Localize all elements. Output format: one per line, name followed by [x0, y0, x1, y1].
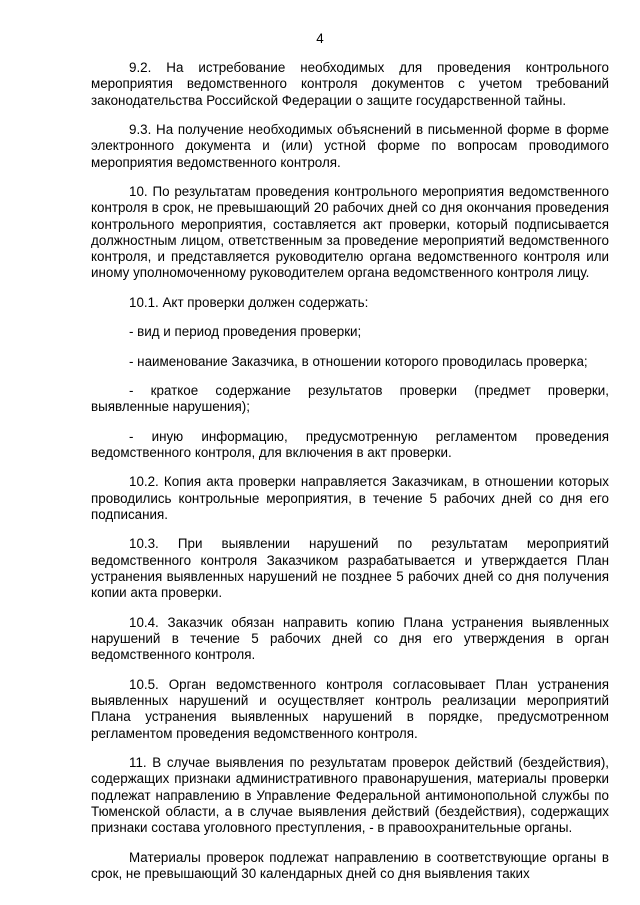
paragraph-9-2: 9.2. На истребование необходимых для проведения контрольного мероприятия ведомственного контроля документов с учетом требований законодательства Российской Федерации о защите государственной тайны. [91, 60, 609, 108]
paragraph-10: 10. По результатам проведения контрольного мероприятия ведомственного контроля в срок, не превышающий 20 рабочих дней со дня окончания проведения контрольного мероприятия, составляется акт проверки, который подписывается должностным лицом, ответственным за проведение мероприятий ведомственного контроля, и представляется руководителю органа ведомственного контроля или иному уполномоченному руководителем органа ведомственного контроля лицу. [91, 183, 609, 281]
paragraph-10-2: 10.2. Копия акта проверки направляется Заказчикам, в отношении которых проводились контрольные мероприятия, в течение 5 рабочих дней со дня его подписания. [91, 474, 609, 522]
page-number: 4 [316, 31, 324, 46]
paragraph-11: 11. В случае выявления по результатам проверок действий (бездействия), содержащих признаки административного правонарушения, материалы проверки подлежат направлению в Управление Федеральной антимонопольной службы по Тюменской области, а в случае выявления действий (бездействия), содержащих признаки состава уголовного преступления, - в правоохранительные органы. [91, 754, 609, 836]
paragraph-10-1: 10.1. Акт проверки должен содержать: [129, 294, 369, 310]
paragraph-10-4: 10.4. Заказчик обязан направить копию Плана устранения выявленных нарушений в течение 5 рабочих дней со дня его утверждения в орган ведомственного контроля. [91, 614, 609, 663]
list-item-period: - вид и период проведения проверки; [129, 324, 362, 340]
paragraph-9-3: 9.3. На получение необходимых объяснений в письменной форме в форме электронного документа и (или) устной форме по вопросам проводимого мероприятия ведомственного контроля. [91, 121, 609, 170]
paragraph-10-3: 10.3. При выявлении нарушений по результатам мероприятий ведомственного контроля Заказчиком разрабатывается и утверждается План устранения выявленных нарушений не позднее 5 рабочих дней со дня получения копии акта проверки. [91, 536, 609, 601]
list-item-customer: - наименование Заказчика, в отношении которого проводилась проверка; [129, 353, 588, 369]
paragraph-10-5: 10.5. Орган ведомственного контроля согласовывает План устранения выявленных нарушений и осуществляет контроль реализации мероприятий Плана устранения выявленных нарушений в порядке, предусмотренном регламентом проведения ведомственного контроля. [91, 676, 609, 741]
list-item-other-info: - иную информацию, предусмотренную регламентом проведения ведомственного контроля, для включения в акт проверки. [91, 428, 609, 460]
list-item-summary: - краткое содержание результатов проверки (предмет проверки, выявленные нарушения); [91, 383, 609, 415]
paragraph-materials: Материалы проверок подлежат направлению в соответствующие органы в срок, не превышающий 30 календарных дней со дня выявления таких [91, 849, 609, 881]
